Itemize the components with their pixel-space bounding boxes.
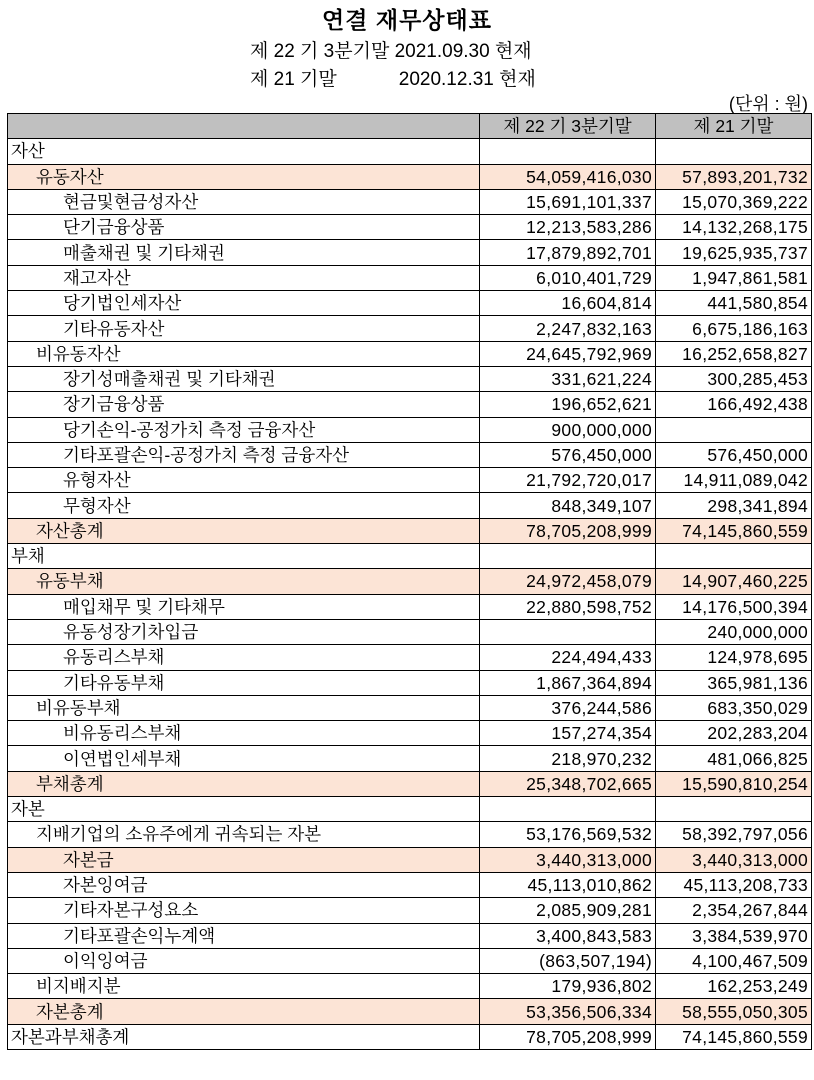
prior-value: 124,978,695 <box>656 645 812 670</box>
current-value: 54,059,416,030 <box>480 164 656 189</box>
prior-value: 3,440,313,000 <box>656 847 812 872</box>
table-row <box>8 493 812 518</box>
current-value <box>480 619 656 644</box>
account-label: 매입채무 및 기타채무 <box>8 594 480 619</box>
current-value: 15,691,101,337 <box>480 189 656 214</box>
account-label: 기타유동부채 <box>8 670 480 695</box>
prior-value: 202,283,204 <box>656 721 812 746</box>
account-label: 자본금 <box>8 847 480 872</box>
prior-value: 4,100,467,509 <box>656 948 812 973</box>
current-value: 196,652,621 <box>480 392 656 417</box>
account-label: 이연법인세부채 <box>8 746 480 771</box>
table-row <box>8 948 812 973</box>
column-header-current: 제 22 기 3분기말 <box>480 114 656 139</box>
prior-value: 6,675,186,163 <box>656 316 812 341</box>
current-value: 900,000,000 <box>480 417 656 442</box>
table-row <box>8 974 812 999</box>
table-row <box>8 240 812 265</box>
prior-value: 166,492,438 <box>656 392 812 417</box>
period-prior <box>250 64 536 91</box>
table-row <box>8 139 812 164</box>
current-value: 576,450,000 <box>480 442 656 467</box>
account-label: 당기손익-공정가치 측정 금융자산 <box>8 417 480 442</box>
table-row <box>8 872 812 897</box>
table-row <box>8 417 812 442</box>
column-header-prior: 제 21 기말 <box>656 114 812 139</box>
prior-value: 74,145,860,559 <box>656 518 812 543</box>
table-row <box>8 164 812 189</box>
table-row <box>8 442 812 467</box>
account-label: 자본과부채총계 <box>8 1024 480 1049</box>
prior-value <box>656 139 812 164</box>
table-row <box>8 392 812 417</box>
table-row <box>8 847 812 872</box>
table-row <box>8 594 812 619</box>
table-row <box>8 265 812 290</box>
prior-value: 298,341,894 <box>656 493 812 518</box>
table-row <box>8 822 812 847</box>
account-label: 단기금융상품 <box>8 215 480 240</box>
table-row <box>8 544 812 569</box>
current-value: 24,645,792,969 <box>480 341 656 366</box>
current-value: 78,705,208,999 <box>480 1024 656 1049</box>
current-value: 157,274,354 <box>480 721 656 746</box>
prior-value: 16,252,658,827 <box>656 341 812 366</box>
prior-value: 74,145,860,559 <box>656 1024 812 1049</box>
current-value <box>480 139 656 164</box>
balance-sheet-table <box>7 113 812 1050</box>
prior-value: 58,392,797,056 <box>656 822 812 847</box>
account-label: 자산 <box>8 139 480 164</box>
account-label: 유동리스부채 <box>8 645 480 670</box>
table-body <box>8 139 812 1050</box>
table-row <box>8 999 812 1024</box>
current-value <box>480 797 656 822</box>
current-value: 45,113,010,862 <box>480 872 656 897</box>
table-row <box>8 797 812 822</box>
prior-value: 365,981,136 <box>656 670 812 695</box>
prior-value: 240,000,000 <box>656 619 812 644</box>
table-row <box>8 721 812 746</box>
table-row <box>8 695 812 720</box>
account-label: 현금및현금성자산 <box>8 189 480 214</box>
account-label: 유동성장기차입금 <box>8 619 480 644</box>
current-value: 17,879,892,701 <box>480 240 656 265</box>
prior-value: 15,070,369,222 <box>656 189 812 214</box>
prior-value: 162,253,249 <box>656 974 812 999</box>
account-label: 자본총계 <box>8 999 480 1024</box>
table-row <box>8 215 812 240</box>
account-label: 비유동자산 <box>8 341 480 366</box>
period-current: 제 22 기 3분기말 2021.09.30 현재 <box>250 41 532 62</box>
prior-value: 19,625,935,737 <box>656 240 812 265</box>
prior-value <box>656 797 812 822</box>
prior-value: 2,354,267,844 <box>656 898 812 923</box>
table-row <box>8 518 812 543</box>
current-value: 16,604,814 <box>480 291 656 316</box>
account-label: 장기금융상품 <box>8 392 480 417</box>
account-label: 지배기업의 소유주에게 귀속되는 자본 <box>8 822 480 847</box>
table-row <box>8 1024 812 1049</box>
prior-value: 683,350,029 <box>656 695 812 720</box>
table-row <box>8 923 812 948</box>
current-value: 25,348,702,665 <box>480 771 656 796</box>
current-value <box>480 544 656 569</box>
table-row <box>8 189 812 214</box>
account-label: 기타포괄손익-공정가치 측정 금융자산 <box>8 442 480 467</box>
current-value: 22,880,598,752 <box>480 594 656 619</box>
current-value: 848,349,107 <box>480 493 656 518</box>
current-value: 3,400,843,583 <box>480 923 656 948</box>
table-row <box>8 366 812 391</box>
prior-value: 441,580,854 <box>656 291 812 316</box>
table-row <box>8 746 812 771</box>
account-label: 당기법인세자산 <box>8 291 480 316</box>
table-row <box>8 670 812 695</box>
current-value: 53,356,506,334 <box>480 999 656 1024</box>
table-header-row <box>8 114 812 139</box>
current-value: 218,970,232 <box>480 746 656 771</box>
account-label: 유형자산 <box>8 468 480 493</box>
table-row <box>8 316 812 341</box>
prior-value: 14,907,460,225 <box>656 569 812 594</box>
account-label: 매출채권 및 기타채권 <box>8 240 480 265</box>
prior-value: 1,947,861,581 <box>656 265 812 290</box>
current-value: 179,936,802 <box>480 974 656 999</box>
current-value: 53,176,569,532 <box>480 822 656 847</box>
account-label: 자본 <box>8 797 480 822</box>
prior-value: 45,113,208,733 <box>656 872 812 897</box>
table-row <box>8 619 812 644</box>
period-prior-date: 2020.12.31 현재 <box>398 69 536 90</box>
statement-title: 연결 재무상태표 <box>322 7 492 33</box>
current-value: 1,867,364,894 <box>480 670 656 695</box>
table-row <box>8 341 812 366</box>
prior-value: 14,132,268,175 <box>656 215 812 240</box>
current-value: 224,494,433 <box>480 645 656 670</box>
account-label: 부채 <box>8 544 480 569</box>
current-value: 6,010,401,729 <box>480 265 656 290</box>
prior-value <box>656 417 812 442</box>
table-row <box>8 645 812 670</box>
prior-value: 15,590,810,254 <box>656 771 812 796</box>
account-label: 유동부채 <box>8 569 480 594</box>
account-label: 비유동리스부채 <box>8 721 480 746</box>
current-value: 3,440,313,000 <box>480 847 656 872</box>
prior-value: 14,176,500,394 <box>656 594 812 619</box>
current-value: 21,792,720,017 <box>480 468 656 493</box>
account-label: 무형자산 <box>8 493 480 518</box>
prior-value: 58,555,050,305 <box>656 999 812 1024</box>
unit-label: (단위 : 원) <box>728 94 808 114</box>
current-value: 331,621,224 <box>480 366 656 391</box>
current-value: 24,972,458,079 <box>480 569 656 594</box>
account-label: 이익잉여금 <box>8 948 480 973</box>
account-label: 재고자산 <box>8 265 480 290</box>
account-label: 자본잉여금 <box>8 872 480 897</box>
account-label: 부채총계 <box>8 771 480 796</box>
table-row <box>8 569 812 594</box>
account-label: 자산총계 <box>8 518 480 543</box>
prior-value: 576,450,000 <box>656 442 812 467</box>
account-label: 기타자본구성요소 <box>8 898 480 923</box>
prior-value: 300,285,453 <box>656 366 812 391</box>
prior-value: 57,893,201,732 <box>656 164 812 189</box>
account-label: 비유동부채 <box>8 695 480 720</box>
current-value: 78,705,208,999 <box>480 518 656 543</box>
current-value: (863,507,194) <box>480 948 656 973</box>
account-label: 기타포괄손익누계액 <box>8 923 480 948</box>
prior-value: 3,384,539,970 <box>656 923 812 948</box>
current-value: 2,085,909,281 <box>480 898 656 923</box>
table-row <box>8 771 812 796</box>
prior-value: 14,911,089,042 <box>656 468 812 493</box>
current-value: 12,213,583,286 <box>480 215 656 240</box>
account-label: 비지배지분 <box>8 974 480 999</box>
account-label: 기타유동자산 <box>8 316 480 341</box>
prior-value: 481,066,825 <box>656 746 812 771</box>
account-label: 장기성매출채권 및 기타채권 <box>8 366 480 391</box>
table-row <box>8 898 812 923</box>
current-value: 2,247,832,163 <box>480 316 656 341</box>
current-value: 376,244,586 <box>480 695 656 720</box>
column-header-account <box>8 114 480 139</box>
period-prior-label: 제 21 기말 <box>250 69 337 90</box>
table-row <box>8 291 812 316</box>
prior-value <box>656 544 812 569</box>
table-row <box>8 468 812 493</box>
account-label: 유동자산 <box>8 164 480 189</box>
